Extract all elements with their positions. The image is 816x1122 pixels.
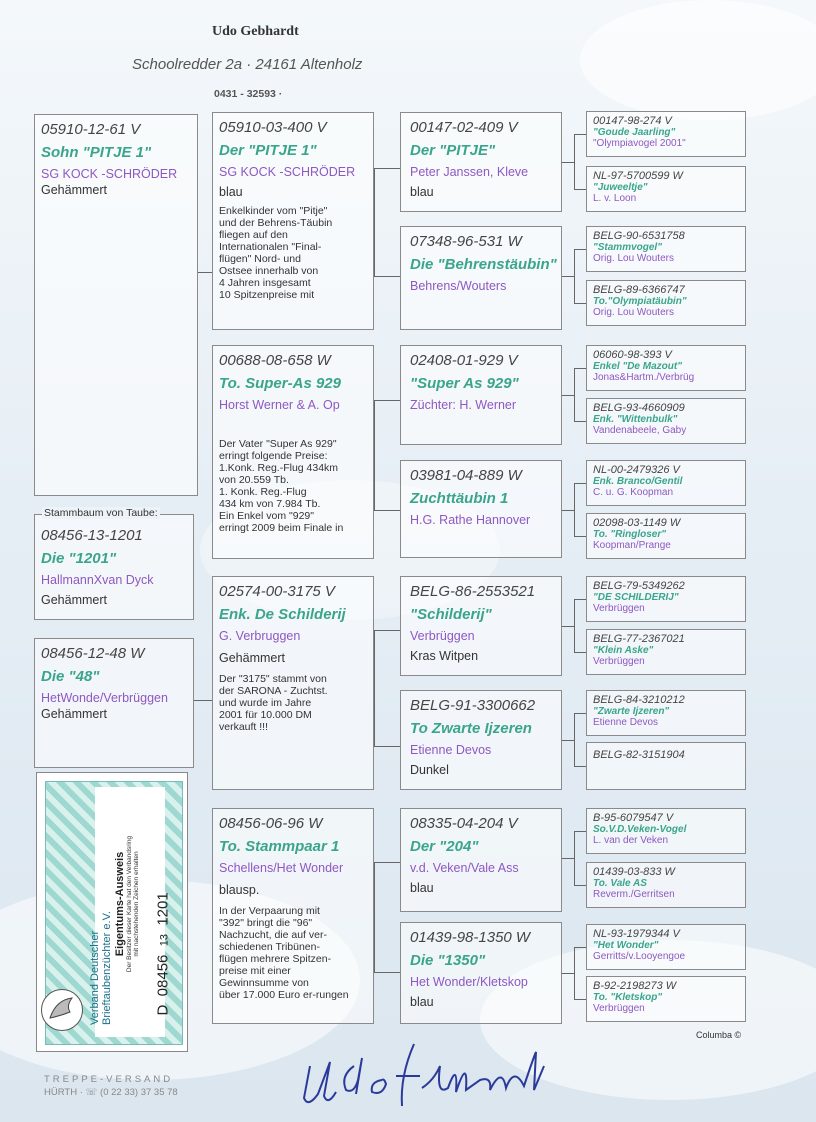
- connector: [374, 400, 400, 401]
- subject-name: Die "1201": [41, 550, 117, 567]
- gen3-ring: 01439-98-1350 W: [410, 929, 531, 946]
- mother-box: [34, 638, 194, 768]
- note-line: Ein Enkel vom "929": [219, 510, 315, 522]
- card-prefix: D: [154, 1004, 172, 1016]
- gen4-box: [586, 690, 746, 736]
- gen3-ring: 02408-01-929 V: [410, 352, 518, 369]
- gen4-name: To."Olympiatäubin": [593, 296, 687, 307]
- background-cloud: [580, 0, 816, 120]
- gen4-box: [586, 460, 746, 506]
- gen4-ring: BELG-89-6366747: [593, 284, 685, 296]
- note-line: der SARONA - Zuchtst.: [219, 685, 328, 697]
- note-line: erringt folgende Preise:: [219, 450, 328, 462]
- note-line: Der "3175" stammt von: [219, 673, 327, 685]
- gen2-breeder: SG KOCK -SCHRÖDER: [219, 165, 356, 179]
- gen2-ring: 05910-03-400 V: [219, 119, 327, 136]
- note-line: flügen" Nord- und: [219, 253, 301, 265]
- gen4-breeder: Orig. Lou Wouters: [593, 253, 674, 264]
- card-ring: 1201: [154, 892, 172, 926]
- gen4-breeder: Orig. Lou Wouters: [593, 307, 674, 318]
- connector: [562, 858, 574, 859]
- gen3-color: blau: [410, 995, 434, 1009]
- gen3-name: To Zwarte Ijzeren: [410, 720, 532, 737]
- gen3-box-1: [400, 112, 562, 212]
- father-ring: 05910-12-61 V: [41, 121, 141, 138]
- gen4-name: Enkel "De Mazout": [593, 361, 682, 372]
- gen4-name: "DE SCHILDERIJ": [593, 592, 679, 603]
- gen3-breeder: Verbrüggen: [410, 629, 475, 643]
- gen4-box: [586, 166, 746, 212]
- gen3-name: "Schilderij": [410, 606, 492, 623]
- note-line: "392" bringt die "96": [219, 917, 313, 929]
- gen4-name: To. "Ringloser": [593, 529, 667, 540]
- note-line: Internationalen "Final-: [219, 241, 322, 253]
- connector: [374, 168, 375, 276]
- note-line: Ostsee innerhalb von: [219, 265, 319, 277]
- card-org2: Brieftaubenzüchter e.V.: [101, 911, 113, 1025]
- gen3-name: Die "Behrenstäubin": [410, 256, 557, 273]
- connector: [574, 483, 575, 536]
- connector: [562, 395, 574, 396]
- gen4-ring: BELG-93-4660909: [593, 402, 685, 414]
- gen4-box: [586, 808, 746, 854]
- gen2-box-3: [212, 576, 374, 790]
- connector: [574, 713, 586, 714]
- gen4-name: To. "Kletskop": [593, 992, 663, 1003]
- gen4-box: [586, 513, 746, 559]
- gen4-name: "Juweeltje": [593, 182, 648, 193]
- connector: [374, 746, 400, 747]
- note-line: 434 km von 7.984 Tb.: [219, 498, 321, 510]
- connector: [562, 740, 574, 741]
- gen3-name: "Super As 929": [410, 375, 519, 392]
- gen4-ring: BELG-84-3210212: [593, 694, 685, 706]
- connector: [374, 972, 400, 973]
- connector: [574, 536, 586, 537]
- gen4-breeder: Verbrüggen: [593, 603, 645, 614]
- connector: [198, 272, 212, 273]
- gen4-box: [586, 924, 746, 970]
- gen4-breeder: L. van der Veken: [593, 835, 669, 846]
- note-line: 10 Spitzenpreise mit: [219, 289, 315, 301]
- connector: [574, 652, 586, 653]
- printer-address: HÜRTH · ☏ (0 22 33) 37 35 78: [44, 1087, 178, 1098]
- gen3-color: Dunkel: [410, 763, 449, 777]
- gen2-box-1: [212, 112, 374, 330]
- gen4-name: Enk. Branco/Gentil: [593, 476, 683, 487]
- gen4-box: [586, 345, 746, 391]
- gen3-box-3: [400, 345, 562, 445]
- gen4-box: [586, 862, 746, 908]
- note-line: und der Behrens-Täubin: [219, 217, 333, 229]
- gen3-box-7: [400, 808, 562, 912]
- note-line: flügen mehrere Spitzen-: [219, 953, 332, 965]
- gen4-box: [586, 226, 746, 272]
- subject-box: [34, 514, 194, 620]
- gen4-ring: BELG-90-6531758: [593, 230, 685, 242]
- gen2-ring: 00688-08-658 W: [219, 352, 331, 369]
- owner-name: Udo Gebhardt: [212, 24, 299, 39]
- gen4-box: [586, 629, 746, 675]
- gen4-name: "Stammvogel": [593, 242, 662, 253]
- gen4-box: [586, 111, 746, 157]
- gen4-box: [586, 976, 746, 1022]
- connector: [574, 483, 586, 484]
- note-line: erringt 2009 beim Finale in: [219, 522, 344, 534]
- connector: [574, 947, 575, 999]
- connector: [574, 885, 586, 886]
- gen2-ring: 08456-06-96 W: [219, 815, 323, 832]
- connector: [374, 630, 400, 631]
- gen4-ring: NL-00-2479326 V: [593, 464, 680, 476]
- gen2-name: Enk. De Schilderij: [219, 606, 346, 623]
- handwritten-signature: [296, 1036, 566, 1116]
- gen3-ring: BELG-86-2553521: [410, 583, 536, 600]
- card-number: 08456: [154, 954, 172, 997]
- card-title: Eigentums-Ausweis: [114, 851, 126, 957]
- gen3-ring: 03981-04-889 W: [410, 467, 522, 484]
- gen4-ring: 06060-98-393 V: [593, 349, 672, 361]
- gen3-ring: 07348-96-531 W: [410, 233, 522, 250]
- gen2-color: blausp.: [219, 883, 260, 897]
- gen2-ring: 02574-00-3175 V: [219, 583, 335, 600]
- gen4-name: "Het Wonder": [593, 940, 659, 951]
- gen3-ring: 00147-02-409 V: [410, 119, 518, 136]
- subject-breeder: HallmannXvan Dyck: [41, 573, 154, 587]
- copyright-credit: Columba ©: [696, 1030, 742, 1040]
- note-line: verkauft !!!: [219, 721, 269, 733]
- gen3-color: blau: [410, 881, 434, 895]
- connector: [574, 599, 586, 600]
- gen4-ring: BELG-77-2367021: [593, 633, 685, 645]
- card-org: Verband Deutscher: [89, 930, 101, 1025]
- connector: [574, 999, 586, 1000]
- gen3-color: blau: [410, 185, 434, 199]
- connector: [574, 134, 575, 189]
- gen3-box-6: [400, 690, 562, 790]
- note-line: 2001 für 10.000 DM: [219, 709, 312, 721]
- note-line: preise mit einer: [219, 965, 291, 977]
- connector: [574, 831, 575, 885]
- connector: [574, 134, 586, 135]
- gen3-breeder: Peter Janssen, Kleve: [410, 165, 529, 179]
- gen3-breeder: Etienne Devos: [410, 743, 492, 757]
- gen4-breeder: "Olympiavogel 2001": [593, 138, 686, 149]
- gen4-breeder: L. v. Loon: [593, 193, 637, 204]
- connector: [374, 862, 400, 863]
- connector: [574, 303, 586, 304]
- gen4-name: So.V.D.Veken-Vogel: [593, 824, 687, 835]
- connector: [574, 249, 575, 303]
- gen3-name: Der "204": [410, 838, 479, 855]
- connector: [574, 599, 575, 652]
- father-box: [34, 114, 198, 496]
- gen4-breeder: Jonas&Hartm./Verbrüg: [593, 372, 695, 383]
- note-line: fliegen auf den: [219, 229, 288, 241]
- connector: [562, 276, 574, 277]
- connector: [194, 700, 212, 701]
- mother-name: Die "48": [41, 668, 100, 685]
- gen3-box-2: [400, 226, 562, 330]
- gen4-breeder: Verbrüggen: [593, 1003, 645, 1014]
- gen4-breeder: Reverm./Gerritsen: [593, 889, 675, 900]
- gen2-color: blau: [219, 185, 243, 199]
- gen4-name: Enk. "Wittenbulk": [593, 414, 678, 425]
- connector: [574, 368, 586, 369]
- connector: [374, 400, 375, 510]
- gen4-breeder: Etienne Devos: [593, 717, 659, 728]
- gen4-box: [586, 576, 746, 622]
- gen4-breeder: Verbrüggen: [593, 656, 645, 667]
- connector: [574, 189, 586, 190]
- card-year: 13: [158, 934, 171, 947]
- gen4-breeder: Gerritts/v.Looyengoe: [593, 951, 686, 962]
- gen4-ring: B-92-2198273 W: [593, 980, 677, 992]
- mother-ring: 08456-12-48 W: [41, 645, 145, 662]
- gen4-ring: BELG-82-3151904: [593, 749, 685, 761]
- connector: [574, 368, 575, 421]
- connector: [374, 862, 375, 972]
- gen4-name: "Klein Aske": [593, 645, 654, 656]
- gen3-breeder: v.d. Veken/Vale Ass: [410, 861, 519, 875]
- gen4-box: [586, 280, 746, 326]
- gen3-name: Die "1350": [410, 952, 486, 969]
- gen2-name: To. Stammpaar 1: [219, 838, 340, 855]
- gen4-name: "Goude Jaarling": [593, 127, 676, 138]
- father-color: Gehämmert: [41, 183, 107, 197]
- gen2-name: To. Super-As 929: [219, 375, 341, 392]
- owner-phone: 0431 - 32593 ·: [214, 88, 283, 100]
- card-small-text: mit nachstehenden Zeichen erhalten: [133, 851, 140, 957]
- gen3-breeder: Het Wonder/Kletskop: [410, 975, 528, 989]
- gen2-name: Der "PITJE 1": [219, 142, 317, 159]
- gen3-breeder: H.G. Rathe Hannover: [410, 513, 531, 527]
- connector: [574, 766, 586, 767]
- gen2-box-4: [212, 808, 374, 1024]
- gen4-ring: B-95-6079547 V: [593, 812, 674, 824]
- gen4-breeder: Koopman/Prange: [593, 540, 671, 551]
- gen4-ring: NL-97-5700599 W: [593, 170, 683, 182]
- note-line: Gewinnsumme von: [219, 977, 309, 989]
- gen4-ring: NL-93-1979344 V: [593, 928, 680, 940]
- note-line: 4 Jahren insgesamt: [219, 277, 311, 289]
- father-name: Sohn "PITJE 1": [41, 144, 152, 161]
- gen3-name: Der "PITJE": [410, 142, 496, 159]
- gen2-breeder: Horst Werner & A. Op: [219, 398, 340, 412]
- connector: [574, 831, 586, 832]
- connector: [562, 626, 574, 627]
- connector: [374, 168, 400, 169]
- ownership-card: [36, 772, 188, 1052]
- note-line: und wurde im Jahre: [219, 697, 312, 709]
- mother-color: Gehämmert: [41, 707, 107, 721]
- note-line: schiedenen Tribünen-: [219, 941, 320, 953]
- gen3-box-5: [400, 576, 562, 676]
- gen4-ring: BELG-79-5349262: [593, 580, 685, 592]
- subject-ring: 08456-13-1201: [41, 527, 143, 544]
- connector: [374, 276, 400, 277]
- gen3-breeder: Züchter: H. Werner: [410, 398, 517, 412]
- gen3-box-8: [400, 922, 562, 1024]
- gen4-ring: 02098-03-1149 W: [593, 517, 681, 529]
- gen4-breeder: Vandenabeele, Gaby: [593, 425, 687, 436]
- connector: [574, 713, 575, 766]
- gen3-box-4: [400, 460, 562, 558]
- connector: [574, 421, 586, 422]
- gen4-box: [586, 742, 746, 790]
- connector: [562, 973, 574, 974]
- gen4-ring: 00147-98-274 V: [593, 115, 672, 127]
- connector: [374, 510, 400, 511]
- pigeon-logo-icon: [41, 989, 83, 1031]
- printer-name: TREPPE-VERSAND: [44, 1074, 174, 1085]
- connector: [374, 630, 375, 746]
- note-line: über 17.000 Euro er-rungen: [219, 989, 349, 1001]
- connector: [574, 249, 586, 250]
- connector: [562, 510, 574, 511]
- gen4-name: "Zwarte Ijzeren": [593, 706, 670, 717]
- gen2-breeder: G. Verbruggen: [219, 629, 301, 643]
- subject-color: Gehämmert: [41, 593, 107, 607]
- mother-breeder: HetWonde/Verbrüggen: [41, 691, 168, 705]
- note-line: von 20.559 Tb.: [219, 474, 289, 486]
- gen2-color: Gehämmert: [219, 651, 285, 665]
- gen4-breeder: C. u. G. Koopman: [593, 487, 674, 498]
- connector: [562, 162, 574, 163]
- note-line: Der Vater "Super As 929": [219, 438, 337, 450]
- card-small-text: Der Besitzer dieser Karte hat den Verbandsring: [126, 835, 133, 973]
- note-line: In der Verpaarung mit: [219, 905, 320, 917]
- connector: [574, 947, 586, 948]
- gen4-box: [586, 398, 746, 444]
- note-line: 1. Konk. Reg.-Flug: [219, 486, 307, 498]
- gen3-ring: 08335-04-204 V: [410, 815, 518, 832]
- owner-address: Schoolredder 2a · 24161 Altenholz: [132, 56, 363, 73]
- pedigree-label: Stammbaum von Taube:: [44, 507, 158, 519]
- gen3-ring: BELG-91-3300662: [410, 697, 536, 714]
- gen3-color: Kras Witpen: [410, 649, 479, 663]
- gen2-box-2: [212, 345, 374, 559]
- gen2-breeder: Schellens/Het Wonder: [219, 861, 344, 875]
- note-line: 1.Konk. Reg.-Flug 434km: [219, 462, 339, 474]
- note-line: Nachzucht, die auf ver-: [219, 929, 327, 941]
- gen4-name: To. Vale AS: [593, 878, 647, 889]
- gen3-name: Zuchttäubin 1: [410, 490, 509, 507]
- gen3-breeder: Behrens/Wouters: [410, 279, 507, 293]
- gen4-ring: 01439-03-833 W: [593, 866, 675, 878]
- father-breeder: SG KOCK -SCHRÖDER: [41, 167, 178, 181]
- note-line: Enkelkinder vom "Pitje": [219, 205, 328, 217]
